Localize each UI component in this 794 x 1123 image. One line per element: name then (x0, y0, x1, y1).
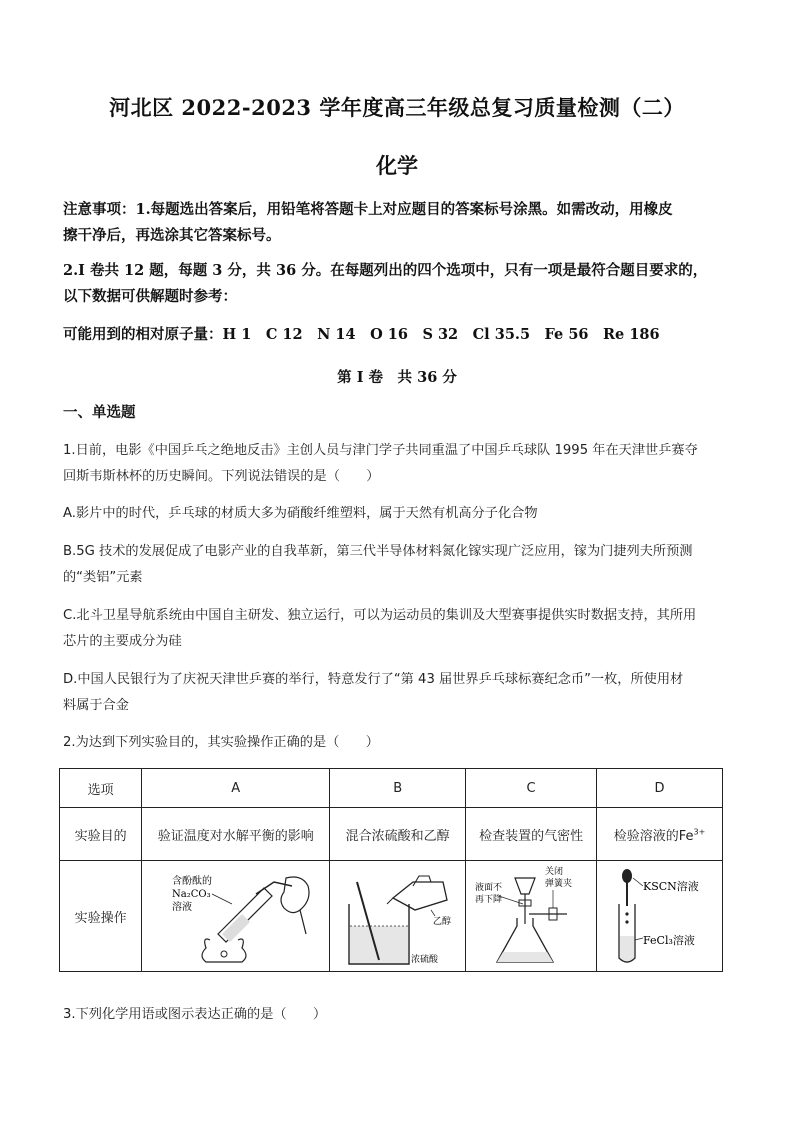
notes-line-1: 注意事项：1.每题选出答案后，用铅笔将答题卡上对应题目的答案标号涂黑。如需改动，用橡皮 (63, 201, 673, 218)
column-header-a: A (142, 769, 330, 808)
tube-holder (256, 882, 292, 894)
row-label-purpose: 实验目的 (60, 808, 142, 861)
figure-b-label-bottom: 浓硫酸 (410, 955, 438, 965)
figure-a-label-3: 溶液 (171, 902, 192, 913)
mixing-acid-figure (335, 864, 461, 968)
notes-line-3: 2.I 卷共 12 题，每题 3 分，共 36 分。在每题列出的四个选项中，只有一项是最符合题目要求的， (63, 262, 708, 279)
purpose-a: 验证温度对水解平衡的影响 (142, 808, 330, 861)
q1-option-c-line-1: C.北斗卫星导航系统由中国自主研发、独立运行，可以为运动员的集训及大型赛事提供实时数据支持，其所用 (63, 608, 697, 623)
section-heading: 一、单选题 (63, 404, 136, 421)
purpose-d-superscript: 3+ (693, 827, 706, 837)
figure-d-pointer-bottom (635, 938, 643, 940)
experiment-table (59, 768, 723, 972)
purpose-d-text: 检验溶液的Fe (613, 828, 694, 844)
notes-line-4: 以下数据可供解题时参考： (63, 288, 237, 305)
figure-c-label-right-2: 弹簧夹 (545, 879, 573, 889)
exam-title: 河北区 2022-2023 学年度高三年级总复习质量检测（二） (109, 95, 685, 120)
q3-stem: 3.下列化学用语或图示表达正确的是（ ） (63, 1007, 327, 1022)
bottle-neck (413, 876, 431, 886)
dropper-test-figure (601, 864, 719, 968)
reagent-bottle (393, 882, 447, 910)
figure-d-pointer-top (633, 878, 643, 886)
airtightness-figure (469, 864, 593, 968)
row-label-option: 选项 (60, 769, 142, 808)
q1-stem-line-2: 回斯韦斯林杯的历史瞬间。下列说法错误的是（ ） (63, 469, 380, 484)
figure-c-label-left-2: 再下降 (475, 895, 503, 905)
wrist (300, 910, 306, 934)
funnel (515, 878, 535, 894)
figure-d-cell (597, 861, 723, 972)
q2-stem: 2.为达到下列实验目的，其实验操作正确的是（ ） (63, 735, 379, 750)
figure-c-label-right-1: 关闭 (545, 867, 564, 877)
figure-a-label-2: Na₂CO₃ (171, 889, 211, 900)
figure-d-label-top: KSCN溶液 (642, 880, 699, 893)
column-header-c: C (466, 769, 597, 808)
q1-option-d-line-1: D.中国人民银行为了庆祝天津世乒赛的举行，特意发行了“第 43 届世界乒乓球标赛纪念币”一枚，所使用材 (63, 672, 684, 687)
q1-option-b-line-2: 的“类铝”元素 (63, 570, 143, 585)
purpose-d (597, 808, 723, 861)
test-tube-liquid (222, 914, 250, 942)
figure-b-pointer-top (431, 910, 435, 916)
figure-c-label-left-1: 液面不 (475, 883, 503, 893)
figure-a-label-1: 含酚酞的 (171, 876, 212, 887)
column-header-b: B (330, 769, 466, 808)
figure-c-cell (466, 861, 597, 972)
flask-liquid (497, 952, 553, 962)
water-bath-heating-figure (146, 864, 326, 968)
q1-option-d-line-2: 料属于合金 (63, 698, 129, 713)
figure-b-label-top: 乙醇 (432, 917, 451, 927)
table-row (60, 808, 723, 861)
part-title: 第 I 卷 共 36 分 (337, 369, 457, 386)
purpose-b: 混合浓硫酸和乙醇 (330, 808, 466, 861)
subject-title: 化学 (376, 153, 418, 178)
pour-stream (387, 898, 393, 904)
q1-option-b-line-1: B.5G 技术的发展促成了电影产业的自我革新，第三代半导体材料氮化镓实现广泛应用，镓为门捷列夫所预测 (63, 544, 693, 559)
figure-d-label-bottom: FeCl₃溶液 (642, 934, 695, 947)
flame (221, 951, 227, 957)
tube-liquid (620, 936, 634, 961)
notes-line-2: 擦干净后，再选涂其它答案标号。 (63, 227, 281, 244)
figure-b-cell (330, 861, 466, 972)
atomic-masses: 可能用到的相对原子量：H 1 C 12 N 14 O 16 S 32 Cl 35.5 Fe 56 Re 186 (63, 326, 660, 343)
figure-a-cell (142, 861, 330, 972)
q1-option-c-line-2: 芯片的主要成分为硅 (63, 634, 182, 649)
drop (625, 912, 628, 915)
hand-icon (281, 877, 309, 913)
figure-a-pointer (212, 894, 232, 904)
purpose-c: 检查装置的气密性 (466, 808, 597, 861)
table-row (60, 861, 723, 972)
q1-option-a: A.影片中的时代，乒乓球的材质大多为硝酸纤维塑料，属于天然有机高分子化合物 (63, 506, 538, 521)
table-row (60, 769, 723, 808)
drop (625, 920, 628, 923)
row-label-operation: 实验操作 (60, 861, 142, 972)
column-header-d: D (597, 769, 723, 808)
q1-stem-line-1: 1.日前，电影《中国乒乓之绝地反击》主创人员与津门学子共同重温了中国乒乓球队 1995 年在天津世乒赛夺 (63, 443, 698, 458)
dropper-bulb (622, 869, 632, 883)
